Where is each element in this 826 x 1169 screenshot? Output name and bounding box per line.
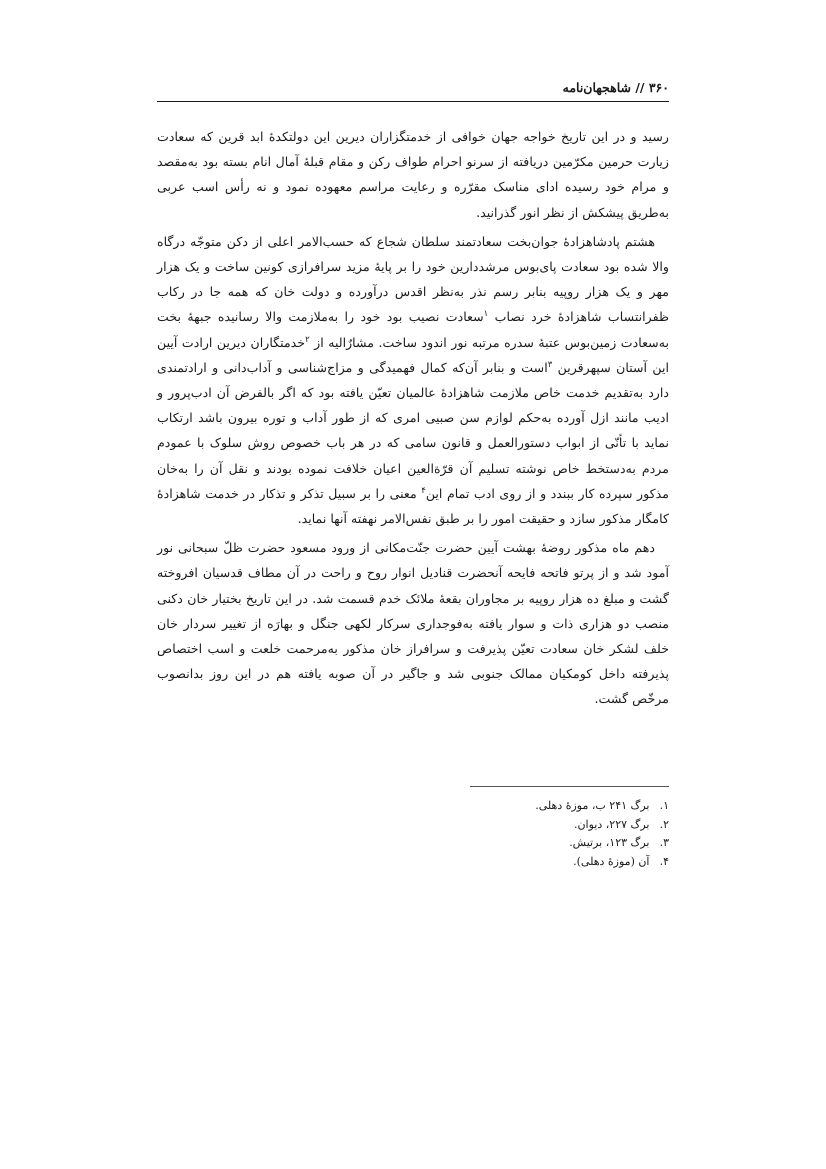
footnote-number: ۳.	[659, 836, 669, 849]
paragraph-2-text-b: سعادت نصیب بود خود را به‌ملازمت والا رسانیده جبههٔ بخت به‌سعادت زمین‌بوس عتبهٔ سدره مرتبه نور اندود ساخت. مشارٌالیه از	[157, 309, 669, 350]
header-rule	[157, 101, 669, 102]
footnote-item	[370, 797, 669, 816]
footnote-marker-4[interactable]: ۴	[421, 485, 426, 496]
footnote-rule	[470, 786, 669, 787]
footnote-number: ۲.	[659, 817, 669, 831]
paragraph-2-text-e: معنی را بر سبیل تذکر و تذکار در خدمت شاهزادهٔ کامگار مذکور سازد و حقیقت امور را بر طبق نفس‌الامر نهفته آنها نماید.	[157, 485, 669, 527]
footnote-marker-2[interactable]: ۲	[305, 334, 310, 345]
footnote-item	[370, 853, 669, 872]
footnote-item	[370, 816, 669, 835]
footnote-item	[370, 834, 669, 853]
footnote-text: برگ ۲۴۱ ب، موزهٔ دهلی.	[535, 799, 650, 812]
paragraph-1	[157, 124, 669, 225]
footnote-text: برگ ۱۲۳، برتیش.	[569, 836, 650, 849]
paragraph-2-text-d: است و بنابر آن‌که کمال فهمیدگی و مزاج‌شناسی و آداب‌دانی و ارادتمندی دارد به‌تقدیم خدمت خاص ملازمت شاهزادهٔ عالمیان تعیّن یافته بود که اگر بالفرض آن ادب‌پرور و ادیب مانند ازل آورده به‌حکم لوازم سن صبیی امری که از طور آداب و توره بیرون باشد ارتکاب نماید با تأنّی از ابواب دستورالعمل و قانون سامی که در هر باب خصوص روش سلوک با عمودم مردم به‌دستخط خاص نوشته تسلیم آن قرّةالعین اعیان خلافت نموده بودند و نقل آن را به‌خان مذکور سپرده کار ببندد و از روی ادب تمام این	[157, 359, 669, 501]
footnote-number: ۱.	[659, 799, 669, 812]
paragraph-2-text-a: هشتم پادشاهزادهٔ جوان‌بخت سعادتمند سلطان شجاع که حسب‌الامر اعلی از دکن متوجّه درگاه والا شده بود سعادت پای‌بوس مرشددارین خود را بر پایهٔ مزید سرافرازی کونین ساخت و یک هزار مهر و یک هزار روپیه بنابر رسم نذر به‌نظر اقدس درآورده و دولت خان که همه جا در رکاب ظفرانتساب شاهزادهٔ خرد نصاب	[157, 233, 669, 325]
paragraph-2-text-c: خدمتگاران دیرین ارادت آیین این آستان سپهرقرین	[157, 334, 669, 375]
running-header: ۳۶۰ // شاهجهان‌نامه	[562, 80, 669, 95]
footnote-number: ۴.	[659, 854, 669, 868]
footnote-text: آن (موزهٔ دهلی).	[573, 854, 650, 868]
main-text	[157, 124, 669, 716]
paragraph-1-text: رسید و در این تاریخ خواجه جهان خوافی از خدمتگزاران دیرین این دولتکدهٔ ابد قرین که سعادت زیارت حرمین مکرّمین دریافته از سرنو احرام طواف رکن و مقام قبلهٔ آمال انام بسته بود به‌مقصد و مرام خود رسیده ادای مناسک مقرّره و رعایت مراسم معهوده نمود و نه رأس اسب عربی به‌طریق پیشکش از نظر انور گذرانید.	[157, 129, 669, 220]
paragraph-3	[157, 535, 669, 711]
footnote-marker-1[interactable]: ۱	[483, 309, 489, 320]
paragraph-2	[157, 229, 669, 531]
footnotes-list	[370, 797, 669, 871]
footnote-text: برگ ۲۲۷، دیوان.	[573, 817, 650, 831]
footnote-marker-3[interactable]: ۳	[547, 359, 553, 370]
paragraph-3-text: دهم ماه مذکور روضهٔ بهشت آیین حضرت جنّت‌مکانی از ورود مسعود حضرت ظلّ سبحانی نور آمود شد و از پرتو فاتحه فایحه آنحضرت قنادیل انوار روح و راحت در آن مطاف قدسیان افروخته گشت و مبلغ ده هزار روپیه بر مجاوران بقعهٔ ملائک خدم قسمت شد. در این تاریخ بختیار خان دکنی منصب دو هزاری ذات و سوار یافته به‌فوجداری سرکار لکهی جنگل و بهارَه از تغییر سردار خان خلف لشکر خان سعادت تعیّن پذیرفت و سرافراز خان مذکور به‌مرحمت خلعت و اسب اختصاص پذیرفته داخل کومکیان ممالک جنوبی شد و جاگیر در آن صوبه یافته هم در این روز بدانصوب مرخّص گشت.	[157, 540, 669, 707]
